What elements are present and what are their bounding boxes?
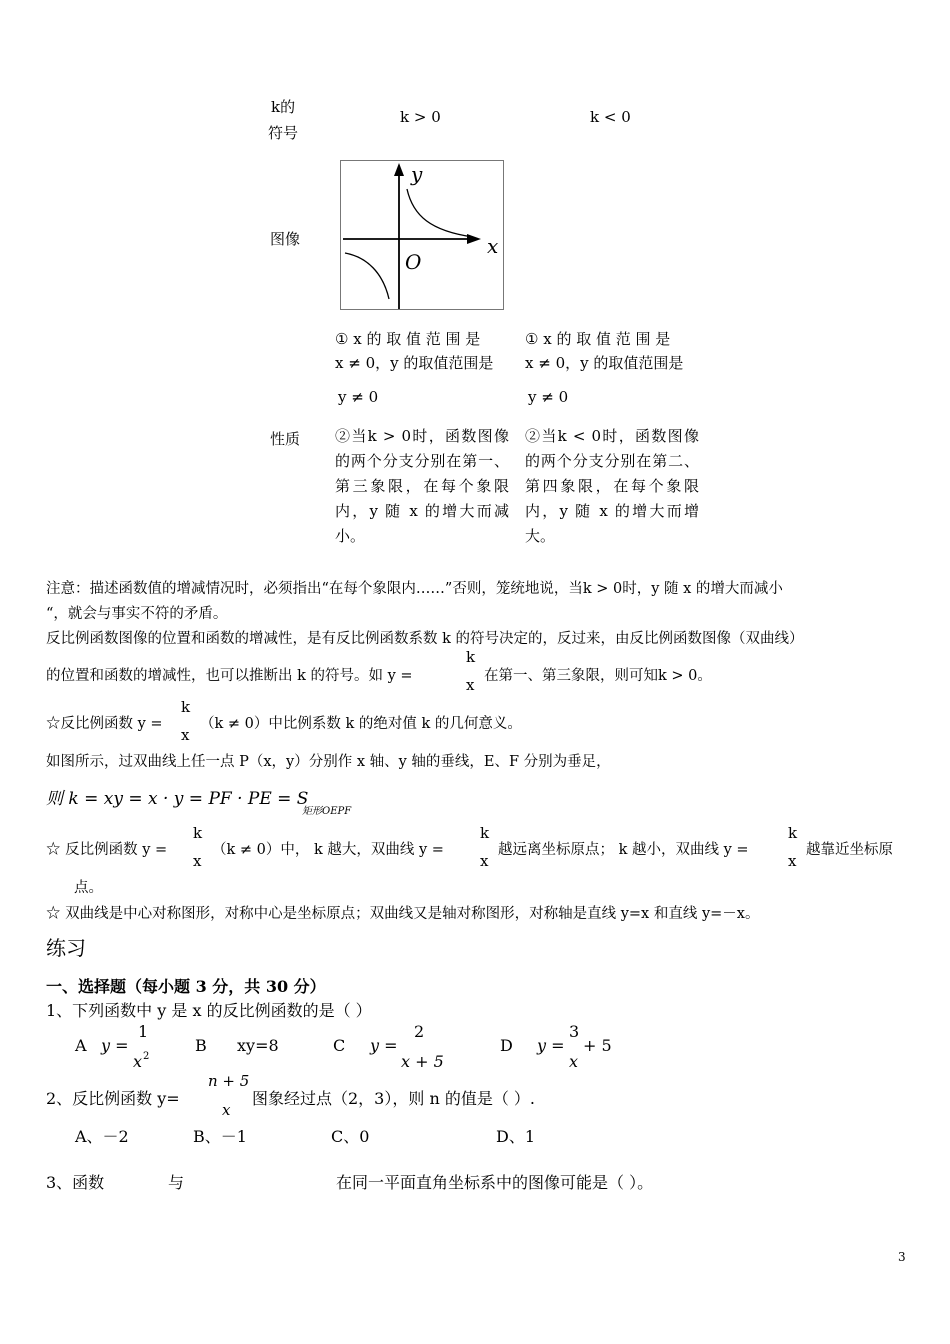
hyperbola-graph <box>340 160 504 310</box>
q1-option-a-label: A <box>75 1036 87 1055</box>
q1-option-b: xy=8 <box>237 1036 279 1055</box>
y-axis-label: y <box>411 162 423 186</box>
q1-option-d-den: x <box>569 1052 579 1071</box>
k-negative-header: k < 0 <box>590 108 631 126</box>
q2-frac-den: x <box>222 1101 231 1119</box>
question-1: 1、下列函数中 y 是 x 的反比例函数的是（ ） <box>46 1001 372 1020</box>
star-1a: ☆反比例函数 y = <box>46 716 163 732</box>
star-2c: 越远离坐标原点； k 越小，双曲线 y = <box>498 842 749 858</box>
q1-option-a-num: 1 <box>138 1022 149 1041</box>
fraction-k-x-denominator: x <box>466 676 475 694</box>
pos-property-text: ②当k > 0时，函数图像的两个分支分别在第一、第三象限，在每个象限内，y 随 x 的增大而减小。 <box>335 427 509 545</box>
q1-option-c-label: C <box>333 1036 346 1055</box>
note-2b: 的位置和函数的增减性，也可以推断出 k 的符号。如 y = <box>46 668 413 684</box>
star2-frac1-num: k <box>193 824 203 842</box>
image-row-label: 图像 <box>270 230 301 248</box>
question-3-a: 3、函数 <box>46 1173 105 1192</box>
star-2e: 点。 <box>74 880 103 896</box>
q1-option-d-label: D <box>500 1036 513 1055</box>
question-3-c: 在同一平面直角坐标系中的图像可能是（ ）。 <box>336 1173 654 1192</box>
q1-option-c-num: 2 <box>414 1022 425 1041</box>
question-3-b: 与 <box>168 1173 185 1192</box>
q2-option-d: D、1 <box>496 1127 536 1146</box>
q1-option-c-y: y = <box>370 1036 398 1055</box>
then-formula-subscript: 矩形OEPF <box>302 806 352 817</box>
q2-option-a: A、－2 <box>75 1127 129 1146</box>
question-2-a: 2、反比例函数 y= <box>46 1089 180 1108</box>
practice-heading: 练习 <box>46 936 86 960</box>
header-k-label-1: k的 <box>271 98 296 116</box>
note-1a: 注意：描述函数值的增减情况时，必须指出“在每个象限内……”否则，笼统地说，当k > 0时，y 随 x 的增大而减小 <box>46 581 783 597</box>
neg-range-line3: y ≠ 0 <box>528 388 569 406</box>
property-row-label: 性质 <box>270 430 301 448</box>
q1-option-a-y: y = <box>101 1036 129 1055</box>
q1-option-d-y: y = <box>537 1036 565 1055</box>
x-axis-label: x <box>487 234 499 258</box>
star2-frac2-den: x <box>480 852 489 870</box>
k-positive-header: k > 0 <box>400 108 441 126</box>
star-2a: ☆ 反比例函数 y = <box>46 842 168 858</box>
neg-range-line2: x ≠ 0，y 的取值范围是 <box>525 354 684 372</box>
then-formula: 则 k = xy = x · y = PF · PE = S <box>46 789 309 809</box>
note-1b: “，就会与事实不符的矛盾。 <box>46 606 228 622</box>
q1-option-c-den: x + 5 <box>401 1052 444 1071</box>
pos-range-line2: x ≠ 0，y 的取值范围是 <box>335 354 494 372</box>
pos-range-line1: ① x 的 取 值 范 围 是 <box>335 330 481 348</box>
star1-frac-den: x <box>181 726 190 744</box>
pos-range-line3: y ≠ 0 <box>338 388 379 406</box>
note-2c: 在第一、第三象限，则可知k > 0。 <box>484 668 712 684</box>
star1-frac-num: k <box>181 698 191 716</box>
hyperbola-svg <box>341 161 503 309</box>
q1-option-a-den: x <box>133 1052 143 1071</box>
neg-property-text: ②当k < 0时，函数图像的两个分支分别在第二、第四象限，在每个象限内，y 随 x 的增大而增大。 <box>525 427 699 545</box>
q1-option-d-num: 3 <box>569 1022 580 1041</box>
q1-option-d-tail: + 5 <box>583 1036 612 1055</box>
star-3: ☆ 双曲线是中心对称图形，对称中心是坐标原点；双曲线又是轴对称图形，对称轴是直线 y=x 和直线 y=－x。 <box>46 906 760 922</box>
star2-frac3-den: x <box>788 852 797 870</box>
star2-frac1-den: x <box>193 852 202 870</box>
page-number: 3 <box>898 1250 906 1264</box>
star-2b: （k ≠ 0）中， k 越大，双曲线 y = <box>212 842 444 858</box>
star2-frac2-num: k <box>480 824 490 842</box>
q2-option-c: C、0 <box>331 1127 370 1146</box>
star-2d: 越靠近坐标原 <box>806 842 893 858</box>
star-1b: （k ≠ 0）中比例系数 k 的绝对值 k 的几何意义。 <box>200 716 522 732</box>
q2-frac-num: n + 5 <box>208 1072 250 1090</box>
figure-description: 如图所示，过双曲线上任一点 P（x，y）分别作 x 轴、y 轴的垂线，E、F 分别为垂足， <box>46 754 611 770</box>
section-heading: 一、选择题（每小题 3 分，共 30 分） <box>46 977 326 996</box>
q2-option-b: B、－1 <box>193 1127 247 1146</box>
note-2a: 反比例函数图像的位置和函数的增减性，是有反比例函数系数 k 的符号决定的，反过来，由反比例函数图像（双曲线） <box>46 631 804 647</box>
neg-range-line1: ① x 的 取 值 范 围 是 <box>525 330 671 348</box>
q1-option-a-exp: 2 <box>143 1051 150 1062</box>
origin-label: O <box>405 250 422 274</box>
q1-option-b-label: B <box>195 1036 207 1055</box>
star2-frac3-num: k <box>788 824 798 842</box>
header-k-label-2: 符号 <box>268 124 299 142</box>
question-2-b: 图象经过点（2，3），则 n 的值是（ ）. <box>252 1089 536 1108</box>
fraction-k-x-numerator: k <box>466 648 476 666</box>
